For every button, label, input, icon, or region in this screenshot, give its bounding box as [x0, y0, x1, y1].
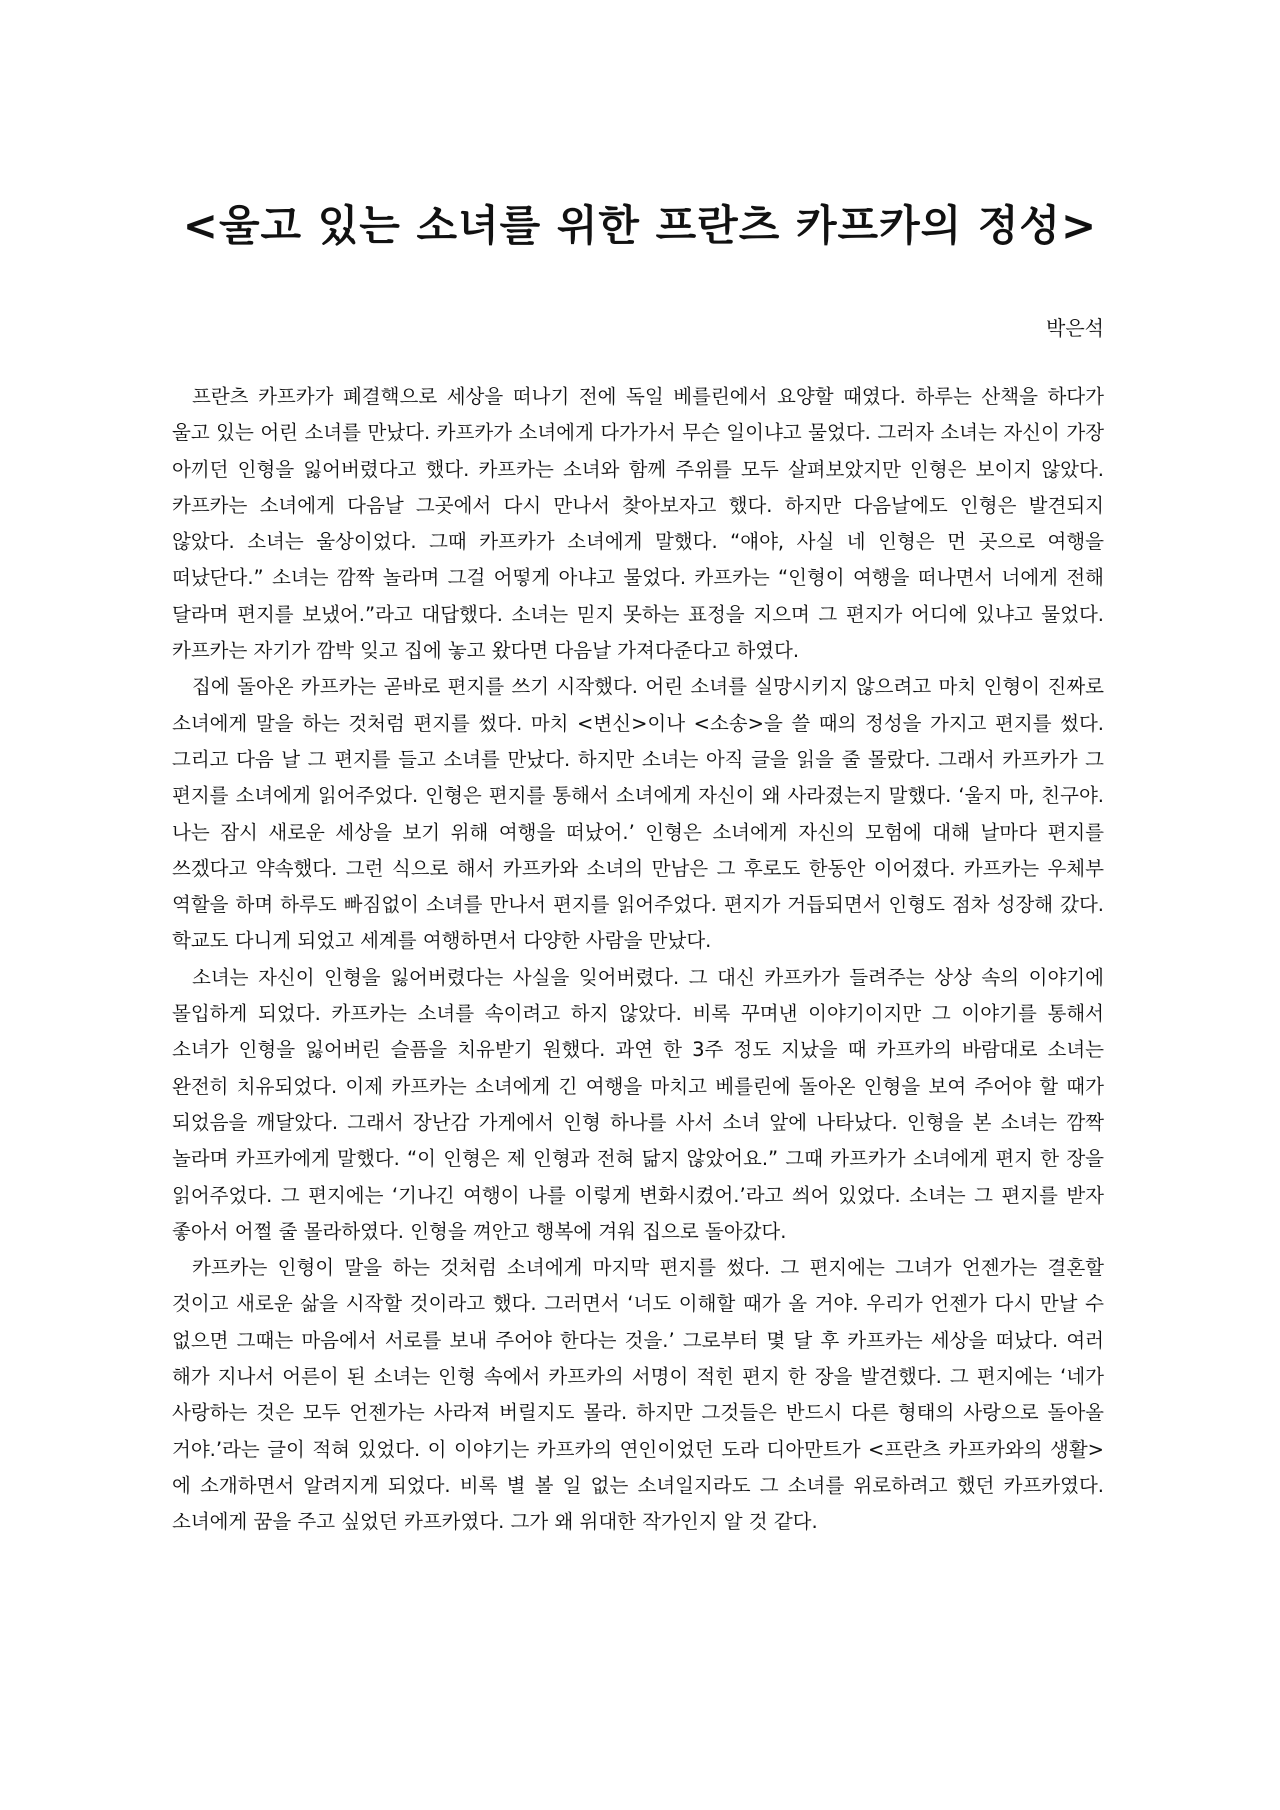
author-name: 박은석: [1046, 316, 1104, 340]
paragraph: 소녀는 자신이 인형을 잃어버렸다는 사실을 잊어버렸다. 그 대신 카프카가 들려주는 상상 속의 이야기에 몰입하게 되었다. 카프카는 소녀를 속이려고 하지 않았다. 비록 꾸며낸 이야기이지만 그 이야기를 통해서 소녀가 인형을 잃어버린 슬픔을 치유받기 원했다. 과연 한 3주 정도 지났을 때 카프카의 바람대로 소녀는 완전히 치유되었다. 이제 카프카는 소녀에게 긴 여행을 마치고 베를린에 돌아온 인형을 보여 주어야 할 때가 되었음을 깨달았다. 그래서 장난감 가게에서 인형 하나를 사서 소녀 앞에 나타났다. 인형을 본 소녀는 깜짝 놀라며 카프카에게 말했다. “이 인형은 제 인형과 전혀 닮지 않았어요.” 그때 카프카가 소녀에게 편지 한 장을 읽어주었다. 그 편지에는 ‘기나긴 여행이 나를 이렇게 변화시켰어.’라고 씌어 있었다. 소녀는 그 편지를 받자 좋아서 어쩔 줄 몰라하였다. 인형을 껴안고 행복에 겨워 집으로 돌아갔다.: [172, 965, 1104, 1243]
document-title: <울고 있는 소녀를 위한 프란츠 카프카의 정성>: [182, 201, 1098, 250]
document-body: [172, 379, 1104, 1541]
paragraph: 집에 돌아온 카프카는 곧바로 편지를 쓰기 시작했다. 어린 소녀를 실망시키지 않으려고 마치 인형이 진짜로 소녀에게 말을 하는 것처럼 편지를 썼다. 마치 <변신>이나 <소송>을 쓸 때의 정성을 가지고 편지를 썼다. 그리고 다음 날 그 편지를 들고 소녀를 만났다. 하지만 소녀는 아직 글을 읽을 줄 몰랐다. 그래서 카프카가 그 편지를 소녀에게 읽어주었다. 인형은 편지를 통해서 소녀에게 자신이 왜 사라졌는지 말했다. ‘울지 마, 친구야. 나는 잠시 새로운 세상을 보기 위해 여행을 떠났어.’ 인형은 소녀에게 자신의 모험에 대해 날마다 편지를 쓰겠다고 약속했다. 그런 식으로 해서 카프카와 소녀의 만남은 그 후로도 한동안 이어졌다. 카프카는 우체부 역할을 하며 하루도 빠짐없이 소녀를 만나서 편지를 읽어주었다. 편지가 거듭되면서 인형도 점차 성장해 갔다. 학교도 다니게 되었고 세계를 여행하면서 다양한 사람을 만났다.: [172, 675, 1104, 953]
paragraph: 프란츠 카프카가 폐결핵으로 세상을 떠나기 전에 독일 베를린에서 요양할 때였다. 하루는 산책을 하다가 울고 있는 어린 소녀를 만났다. 카프카가 소녀에게 다가가서 무슨 일이냐고 물었다. 그러자 소녀는 자신이 가장 아끼던 인형을 잃어버렸다고 했다. 카프카는 소녀와 함께 주위를 모두 살펴보았지만 인형은 보이지 않았다. 카프카는 소녀에게 다음날 그곳에서 다시 만나서 찾아보자고 했다. 하지만 다음날에도 인형은 발견되지 않았다. 소녀는 울상이었다. 그때 카프카가 소녀에게 말했다. “얘야, 사실 네 인형은 먼 곳으로 여행을 떠났단다.” 소녀는 깜짝 놀라며 그걸 어떻게 아냐고 물었다. 카프카는 “인형이 여행을 떠나면서 너에게 전해 달라며 편지를 보냈어.”라고 대답했다. 소녀는 믿지 못하는 표정을 지으며 그 편지가 어디에 있냐고 물었다. 카프카는 자기가 깜박 잊고 집에 놓고 왔다면 다음날 가져다준다고 하였다.: [172, 385, 1104, 663]
paragraph: 카프카는 인형이 말을 하는 것처럼 소녀에게 마지막 편지를 썼다. 그 편지에는 그녀가 언젠가는 결혼할 것이고 새로운 삶을 시작할 것이라고 했다. 그러면서 ‘너도 이해할 때가 올 거야. 우리가 언젠가 다시 만날 수 없으면 그때는 마음에서 서로를 보내 주어야 한다는 것을.’ 그로부터 몇 달 후 카프카는 세상을 떠났다. 여러 해가 지나서 어른이 된 소녀는 인형 속에서 카프카의 서명이 적힌 편지 한 장을 발견했다. 그 편지에는 ‘네가 사랑하는 것은 모두 언젠가는 사라져 버릴지도 몰라. 하지만 그것들은 반드시 다른 형태의 사랑으로 돌아올 거야.’라는 글이 적혀 있었다. 이 이야기는 카프카의 연인이었던 도라 디아만트가 <프란츠 카프카와의 생활>에 소개하면서 알려지게 되었다. 비록 별 볼 일 없는 소녀일지라도 그 소녀를 위로하려고 했던 카프카였다. 소녀에게 꿈을 주고 싶었던 카프카였다. 그가 왜 위대한 작가인지 알 것 같다.: [172, 1256, 1104, 1534]
